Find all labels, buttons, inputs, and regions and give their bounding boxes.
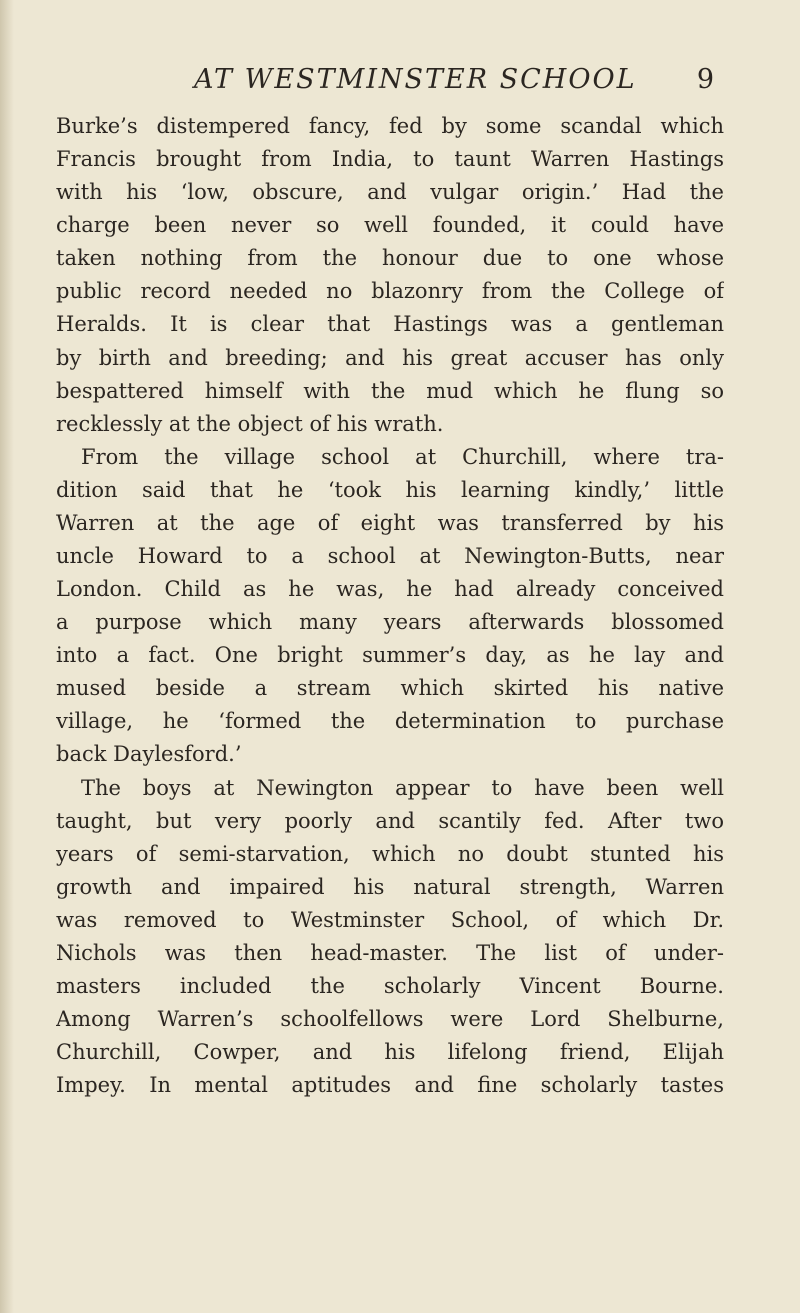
running-head	[194, 64, 714, 104]
text-line: taught, but very poorly and scantily fed. After two	[56, 808, 724, 833]
page-number: 9	[696, 64, 714, 95]
text-line: Impey. In mental aptitudes and fine scholarly tastes	[56, 1073, 724, 1098]
text-line: Warren at the age of eight was transferred by his	[56, 510, 724, 535]
text-line: back Daylesford.’	[56, 742, 242, 767]
text-line: The boys at Newington appear to have been well	[81, 775, 724, 800]
paragraph	[56, 110, 724, 441]
paragraph	[56, 441, 724, 772]
text-line: by birth and breeding; and his great accuser has only	[56, 345, 724, 370]
text-line: Heralds. It is clear that Hastings was a gentleman	[56, 312, 724, 337]
text-line: bespattered himself with the mud which he flung so	[56, 378, 724, 403]
body-text	[56, 110, 724, 1102]
text-line: dition said that he ‘took his learning kindly,’ little	[56, 477, 724, 502]
paragraph	[56, 772, 724, 1103]
text-line: into a fact. One bright summer’s day, as he lay and	[56, 643, 724, 668]
text-line: charge been never so well founded, it could have	[56, 213, 724, 238]
text-line: Churchill, Cowper, and his lifelong friend, Elijah	[56, 1040, 724, 1065]
text-line: Nichols was then head-master. The list of under-	[56, 940, 724, 965]
text-line: masters included the scholarly Vincent Bourne.	[56, 974, 724, 999]
text-line: growth and impaired his natural strength, Warren	[56, 874, 724, 899]
text-line: mused beside a stream which skirted his native	[56, 676, 724, 701]
text-line: Among Warren’s schoolfellows were Lord Shelburne,	[56, 1007, 724, 1032]
text-line: Francis brought from India, to taunt Warren Hastings	[56, 147, 724, 172]
text-line: From the village school at Churchill, where tra-	[81, 444, 724, 469]
text-line: London. Child as he was, he had already conceived	[56, 577, 724, 602]
text-line: years of semi-starvation, which no doubt stunted his	[56, 841, 724, 866]
text-line: taken nothing from the honour due to one whose	[56, 246, 724, 271]
text-line: was removed to Westminster School, of which Dr.	[56, 907, 724, 932]
text-line: recklessly at the object of his wrath.	[56, 411, 444, 436]
text-line: a purpose which many years afterwards blossomed	[56, 610, 724, 635]
text-line: village, he ‘formed the determination to purchase	[56, 709, 724, 734]
text-line: with his ‘low, obscure, and vulgar origin.’ Had the	[56, 180, 724, 205]
text-line: Burke’s distempered fancy, fed by some scandal which	[56, 114, 724, 138]
page-binding-edge	[0, 0, 14, 1313]
text-line: public record needed no blazonry from the College of	[56, 279, 724, 304]
text-line: uncle Howard to a school at Newington-Butts, near	[56, 544, 724, 569]
running-head-title: AT WESTMINSTER SCHOOL	[194, 64, 637, 95]
